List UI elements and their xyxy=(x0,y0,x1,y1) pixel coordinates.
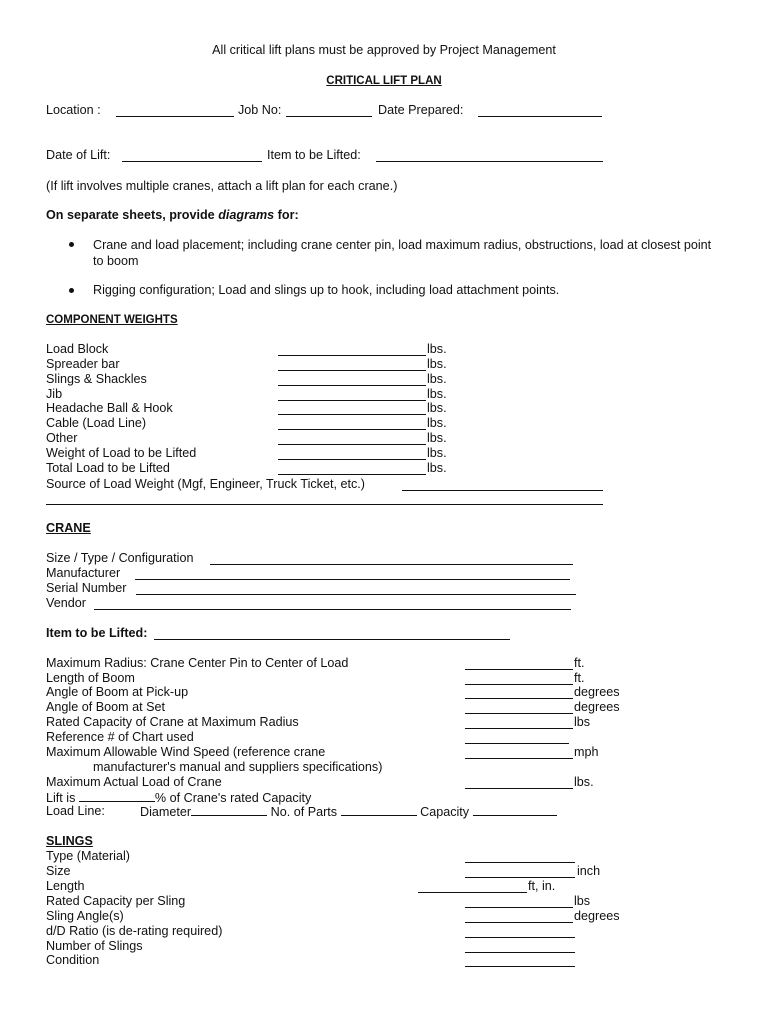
source-weight-label: Source of Load Weight (Mgf, Engineer, Truck Ticket, etc.) xyxy=(46,477,365,491)
unit-label: degrees xyxy=(574,909,620,923)
weight-field[interactable] xyxy=(278,385,426,386)
sling-rated-capacity-field[interactable] xyxy=(465,907,573,908)
wind-speed-label-continued: manufacturer's manual and suppliers specifications) xyxy=(93,760,383,774)
source-weight-field-continued[interactable] xyxy=(46,504,603,505)
sling-type-field[interactable] xyxy=(465,862,575,863)
sling-length-label: Length xyxy=(46,879,85,893)
weight-field[interactable] xyxy=(278,474,426,475)
sling-count-label: Number of Slings xyxy=(46,939,143,953)
sling-size-field[interactable] xyxy=(465,877,575,878)
sling-angle-field[interactable] xyxy=(465,922,573,923)
angle-set-label: Angle of Boom at Set xyxy=(46,700,166,714)
component-weights-heading: COMPONENT WEIGHTS xyxy=(46,314,178,326)
item-lifted-label: Item to be Lifted: xyxy=(267,148,361,162)
location-label: Location : xyxy=(46,103,101,117)
weight-label: Other xyxy=(46,431,78,445)
page-title: CRITICAL LIFT PLAN xyxy=(326,75,442,87)
wind-speed-field[interactable] xyxy=(465,758,573,759)
weight-label: Spreader bar xyxy=(46,357,120,371)
load-line-row: Diameter No. of Parts Capacity xyxy=(140,804,557,820)
serial-number-field[interactable] xyxy=(136,594,576,595)
unit-label: inch xyxy=(577,864,601,878)
unit-label: lbs xyxy=(574,894,591,908)
date-of-lift-label: Date of Lift: xyxy=(46,148,111,162)
angle-pickup-field[interactable] xyxy=(465,698,573,699)
unit-label: lbs. xyxy=(427,401,447,415)
date-prepared-label: Date Prepared: xyxy=(378,103,464,117)
serial-number-label: Serial Number xyxy=(46,581,127,595)
angle-pickup-label: Angle of Boom at Pick-up xyxy=(46,685,189,699)
vendor-label: Vendor xyxy=(46,596,86,610)
rated-capacity-label: Rated Capacity of Crane at Maximum Radius xyxy=(46,715,299,729)
unit-label: lbs. xyxy=(427,372,447,386)
sling-condition-field[interactable] xyxy=(465,966,575,967)
diagrams-instruction: On separate sheets, provide diagrams for: xyxy=(46,208,299,222)
lift-percent-row: Lift is % of Crane's rated Capacity xyxy=(46,791,312,805)
capacity-field[interactable] xyxy=(473,804,557,816)
unit-label: degrees xyxy=(574,700,620,714)
sling-length-field[interactable] xyxy=(418,892,527,893)
item-lifted-field[interactable] xyxy=(376,161,603,162)
unit-label: lbs xyxy=(574,715,591,729)
diameter-field[interactable] xyxy=(191,804,267,816)
weight-field[interactable] xyxy=(278,429,426,430)
unit-label: degrees xyxy=(574,685,620,699)
date-prepared-field[interactable] xyxy=(478,116,602,117)
unit-label: lbs. xyxy=(427,461,447,475)
manufacturer-label: Manufacturer xyxy=(46,566,121,580)
unit-label: mph xyxy=(574,745,599,759)
bullet-crane-placement: Crane and load placement; including crane center pin, load maximum radius, obstructions, load at closest point to boom xyxy=(93,238,712,268)
bullet-dot xyxy=(69,242,74,247)
angle-set-field[interactable] xyxy=(465,713,573,714)
job-no-label: Job No: xyxy=(238,103,282,117)
crane-item-lifted-label: Item to be Lifted: xyxy=(46,626,148,640)
boom-length-field[interactable] xyxy=(465,684,573,685)
max-load-label: Maximum Actual Load of Crane xyxy=(46,775,222,789)
parts-field[interactable] xyxy=(341,804,417,816)
unit-label: lbs. xyxy=(427,387,447,401)
sling-size-label: Size xyxy=(46,864,71,878)
unit-label: lbs. xyxy=(427,416,447,430)
weight-field[interactable] xyxy=(278,414,426,415)
unit-label: ft, in. xyxy=(528,879,556,893)
bullet-dot xyxy=(69,288,74,293)
weight-field[interactable] xyxy=(278,370,426,371)
max-load-field[interactable] xyxy=(465,788,573,789)
size-type-field[interactable] xyxy=(210,564,573,565)
unit-label: lbs. xyxy=(427,342,447,356)
date-of-lift-field[interactable] xyxy=(122,161,262,162)
slings-heading: SLINGS xyxy=(46,834,93,848)
unit-label: ft. xyxy=(574,671,585,685)
bullet-rigging: Rigging configuration; Load and slings up to hook, including load attachment points. xyxy=(93,283,560,297)
unit-label: lbs. xyxy=(427,431,447,445)
dd-ratio-field[interactable] xyxy=(465,937,575,938)
chart-ref-label: Reference # of Chart used xyxy=(46,730,194,744)
location-field[interactable] xyxy=(116,116,234,117)
crane-heading: CRANE xyxy=(46,521,91,535)
boom-length-label: Length of Boom xyxy=(46,671,135,685)
sling-count-field[interactable] xyxy=(465,952,575,953)
sling-condition-label: Condition xyxy=(46,953,100,967)
weight-label: Cable (Load Line) xyxy=(46,416,147,430)
weight-field[interactable] xyxy=(278,400,426,401)
max-radius-field[interactable] xyxy=(465,669,573,670)
sling-rated-capacity-label: Rated Capacity per Sling xyxy=(46,894,186,908)
unit-label: lbs. xyxy=(574,775,594,789)
lift-percent-field[interactable] xyxy=(79,790,155,802)
dd-ratio-label: d/D Ratio (is de-rating required) xyxy=(46,924,223,938)
manufacturer-field[interactable] xyxy=(135,579,570,580)
weight-label: Slings & Shackles xyxy=(46,372,147,386)
rated-capacity-field[interactable] xyxy=(465,728,573,729)
wind-speed-label: Maximum Allowable Wind Speed (reference crane xyxy=(46,745,326,759)
job-no-field[interactable] xyxy=(286,116,372,117)
weight-label: Jib xyxy=(46,387,63,401)
sling-type-label: Type (Material) xyxy=(46,849,130,863)
unit-label: ft. xyxy=(574,656,585,670)
max-radius-label: Maximum Radius: Crane Center Pin to Center of Load xyxy=(46,656,349,670)
unit-label: lbs. xyxy=(427,446,447,460)
size-type-label: Size / Type / Configuration xyxy=(46,551,194,565)
crane-item-lifted-field[interactable] xyxy=(154,639,510,640)
load-line-label: Load Line: xyxy=(46,804,105,818)
chart-ref-field[interactable] xyxy=(465,743,569,744)
weight-field[interactable] xyxy=(278,355,426,356)
weight-field[interactable] xyxy=(278,444,426,445)
weight-label: Headache Ball & Hook xyxy=(46,401,173,415)
header-note: All critical lift plans must be approved by Project Management xyxy=(212,43,556,57)
weight-label: Total Load to be Lifted xyxy=(46,461,170,475)
unit-label: lbs. xyxy=(427,357,447,371)
multi-crane-note: (If lift involves multiple cranes, attach a lift plan for each crane.) xyxy=(46,179,398,193)
weight-field[interactable] xyxy=(278,459,426,460)
sling-angle-label: Sling Angle(s) xyxy=(46,909,124,923)
weight-label: Weight of Load to be Lifted xyxy=(46,446,197,460)
vendor-field[interactable] xyxy=(94,609,571,610)
weight-label: Load Block xyxy=(46,342,109,356)
source-weight-field[interactable] xyxy=(402,490,603,491)
